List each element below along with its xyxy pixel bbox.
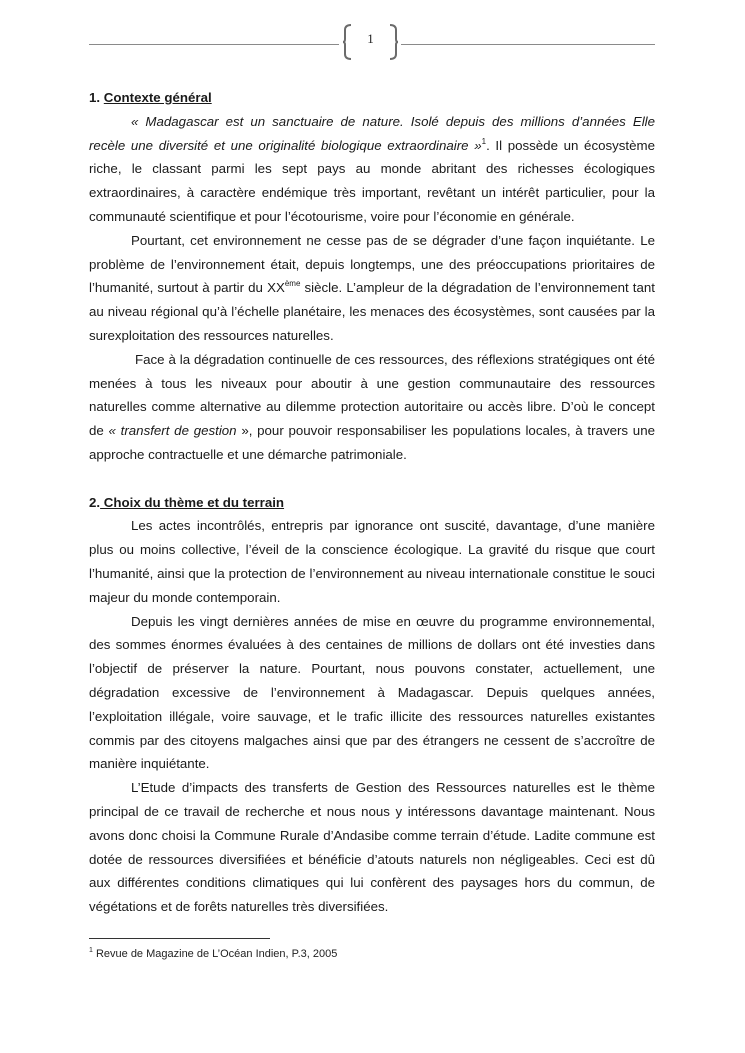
right-brace-icon bbox=[389, 24, 399, 60]
quote-text: « Madagascar est un sanctuaire de nature. Isolé depuis des millions d’années Elle recèle une diversité et une originalité biologique extraordinaire » bbox=[89, 113, 655, 153]
header-rule-left bbox=[89, 44, 339, 45]
page-number: 1 bbox=[367, 31, 374, 46]
section-1-paragraph-3: Face à la dégradation continuelle de ces ressources, des réflexions stratégiques ont été menées à tous les niveaux pour aboutir à une gestion communautaire des ressources naturelles comme alternative au dilemme protection autoritaire ou accès libre. D’où le concept de « transfert de gestion », pour pouvoir responsabiliser les populations locales, à travers une approche contractuelle et une démarche patrimoniale. bbox=[89, 351, 655, 462]
section-2-paragraph-2: Depuis les vingt dernières années de mise en œuvre du programme environnemental, des sommes énormes évaluées à des centaines de millions de dollars ont été investies dans l’objectif de préserver la nature. Pourtant, nous pouvons constater, actuellement, une dégradation excessive de l’environnement à Madagascar. Depuis quelques années, l’exploitation illégale, voire sauvage, et le trafic illicite des ressources naturelles existantes commis par des citoyens malgaches ainsi que par des étrangers ne cessent de s’accroître de manière inquiétante. bbox=[89, 613, 655, 772]
footnote-marker: 1 bbox=[89, 947, 93, 954]
section-1-title: Contexte général bbox=[103, 90, 212, 105]
header-rule-right bbox=[401, 44, 655, 45]
section-1-paragraph-1: « Madagascar est un sanctuaire de nature. Isolé depuis des millions d’années Elle recèle une diversité et une originalité biologique extraordinaire »$^1$. Il possède un écosystème riche, le classant parmi les sept pays au monde abritant des richesses écologiques extraordinaires, à caractère endémique très important, revêtant un intérêt particulier, pour la communauté scientifique et pour l’écotourisme, voire pour l’économie en générale. bbox=[89, 113, 655, 224]
superscript-eme: ème bbox=[284, 279, 301, 289]
left-brace-icon bbox=[342, 24, 352, 60]
footnote bbox=[89, 948, 337, 960]
footnote-ref: 1 bbox=[481, 136, 487, 146]
section-1-heading bbox=[89, 86, 655, 110]
page-header bbox=[89, 22, 655, 62]
section-2-title: Choix du thème et du terrain bbox=[100, 494, 285, 510]
section-2-number: 2. bbox=[89, 494, 101, 510]
section-2-paragraph-3: L’Etude d’impacts des transferts de Gestion des Ressources naturelles est le thème principal de ce travail de recherche et nous nous y intéressons davantage maintenant. Nous avons donc choisi la Commune Rurale d’Andasibe comme terrain d’étude. Ladite commune est dotée de ressources diversifiées et bénéficie d’atouts naturels non négligeables. Ceci est dû aux différentes conditions climatiques qui lui confèrent des paysages hors du commun, de végétations et de forêts naturelles très diversifiées. bbox=[89, 780, 655, 915]
section-2-paragraph-1: Les actes incontrôlés, entrepris par ignorance ont suscité, davantage, d’une manière plus ou moins collective, l’éveil de la conscience écologique. La gravité du risque que court l’humanité, ainsi que la protection de l’environnement au niveau internationale constitue le souci majeur du monde contemporain. bbox=[89, 518, 655, 605]
section-1-paragraph-2: Pourtant, cet environnement ne cesse pas de se dégrader d’une façon inquiétante. Le problème de l’environnement était, depuis longtemps, une des préoccupations prioritaires de l’humanité, surtout à partir du XXème siècle. L’ampleur de la dégradation de l’environnement tant au niveau régional qu’à l’échelle planétaire, les menaces des écosystèmes, sont causées par la surexploitation des ressources naturelles. bbox=[89, 232, 655, 343]
section-1-number: 1. bbox=[89, 90, 104, 105]
footnote-separator bbox=[89, 938, 270, 939]
emphasis-transfert: « transfert de gestion bbox=[108, 423, 237, 439]
document-body bbox=[89, 86, 655, 919]
footnote-text: Revue de Magazine de L’Océan Indien, P.3, 2005 bbox=[92, 948, 338, 960]
section-2-heading bbox=[89, 491, 655, 515]
